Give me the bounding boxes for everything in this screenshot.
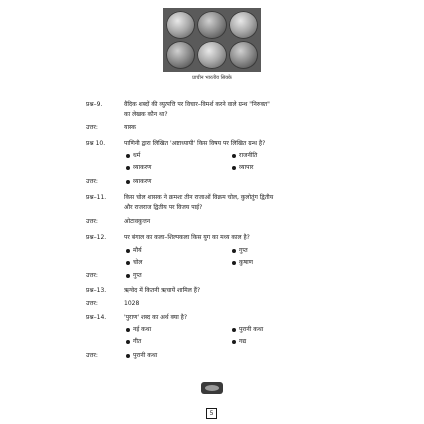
question-text: पाणिनी द्वारा लिखित 'अष्टाध्यायी' किस विषय पर लिखित ग्रन्थ है?	[124, 140, 266, 147]
bullet-icon	[232, 340, 236, 344]
page-number: 5	[206, 408, 217, 419]
answer-text	[126, 352, 157, 360]
coin-image	[197, 41, 226, 69]
bullet-icon	[126, 340, 130, 344]
bullet-icon	[126, 180, 130, 184]
option-item	[232, 152, 257, 160]
bullet-icon	[126, 166, 130, 170]
bullet-icon	[126, 261, 130, 265]
option-text: पुरानी कथा	[239, 326, 264, 333]
option-item	[126, 326, 151, 334]
answer-text: 1028	[124, 300, 140, 307]
answer-label: उत्तर:	[86, 124, 98, 131]
option-item	[126, 259, 142, 267]
answer-text: ओटावकुत्तन	[124, 218, 151, 225]
option-text: मौर्य	[133, 247, 142, 254]
question-text: 'पुराण' शब्द का अर्थ क्या है?	[124, 314, 188, 321]
option-text: गद्य	[239, 338, 247, 345]
bullet-icon	[126, 354, 130, 358]
question-label: प्रश्न–9.	[86, 101, 103, 108]
option-text: कुषाण	[239, 259, 253, 266]
bullet-icon	[126, 274, 130, 278]
option-text: चोल	[133, 259, 143, 266]
publisher-logo-icon	[201, 382, 223, 394]
bullet-icon	[126, 328, 130, 332]
option-text: नई कथा	[133, 326, 152, 333]
answer-value: व्याकरण	[133, 178, 152, 185]
bullet-icon	[126, 249, 130, 253]
figure-caption: प्राचीन भारतीय सिक्के	[192, 75, 232, 81]
answer-text: यास्क	[124, 124, 136, 131]
coin-image	[229, 41, 258, 69]
question-text: का लेखक कौन था?	[124, 111, 168, 118]
answer-value: पुरानी कथा	[133, 352, 158, 359]
option-item	[232, 164, 254, 172]
answer-text	[126, 178, 152, 186]
option-item	[232, 259, 253, 267]
coin-image	[166, 41, 195, 69]
bullet-icon	[232, 154, 236, 158]
coin-image	[197, 11, 226, 39]
option-item	[232, 247, 248, 255]
option-text: राजनीति	[239, 152, 258, 159]
coins-image	[163, 8, 261, 72]
bullet-icon	[232, 261, 236, 265]
answer-label: उत्तर:	[86, 300, 98, 307]
option-item	[232, 326, 263, 334]
question-text: वैदिक शब्दों की व्युत्पत्ति पर विचार–विमर्श करने वाले ग्रन्थ "निरुक्त"	[124, 101, 270, 108]
option-text: व्याकरण	[133, 164, 152, 171]
coin-image	[229, 11, 258, 39]
option-item	[126, 164, 152, 172]
question-label: प्रश्न–13.	[86, 287, 107, 294]
option-text: व्यापार	[239, 164, 254, 171]
option-item	[126, 247, 142, 255]
option-text: धर्म	[133, 152, 141, 159]
question-text: और राजराज द्वितीय पर विजय पाई?	[124, 204, 203, 211]
answer-value: गुप्त	[133, 272, 142, 279]
option-text: गीत	[133, 338, 142, 345]
option-item	[126, 338, 141, 346]
option-text: गुप्त	[239, 247, 248, 254]
question-text: पर बंगाल का कला–शिल्पकला किस युग का मध्य काल है?	[124, 234, 250, 241]
answer-label: उत्तर:	[86, 272, 98, 279]
question-label: प्रश्न 10.	[86, 140, 106, 147]
bullet-icon	[232, 328, 236, 332]
bullet-icon	[232, 249, 236, 253]
bullet-icon	[126, 154, 130, 158]
bullet-icon	[232, 166, 236, 170]
question-label: प्रश्न–12.	[86, 234, 107, 241]
answer-text	[126, 272, 142, 280]
question-label: प्रश्न–14.	[86, 314, 107, 321]
question-label: प्रश्न–11.	[86, 194, 107, 201]
answer-label: उत्तर:	[86, 352, 98, 359]
option-item	[232, 338, 246, 346]
question-text: ऋग्वेद में कितनी ऋचायें शामिल हैं?	[124, 287, 201, 294]
option-item	[126, 152, 140, 160]
question-text: किस चोल शासक ने क्रमशः तीन राजाओं विक्रम चोल, कुलोतुंग द्वितीय	[124, 194, 274, 201]
answer-label: उत्तर:	[86, 178, 98, 185]
coin-image	[166, 11, 195, 39]
answer-label: उत्तर:	[86, 218, 98, 225]
